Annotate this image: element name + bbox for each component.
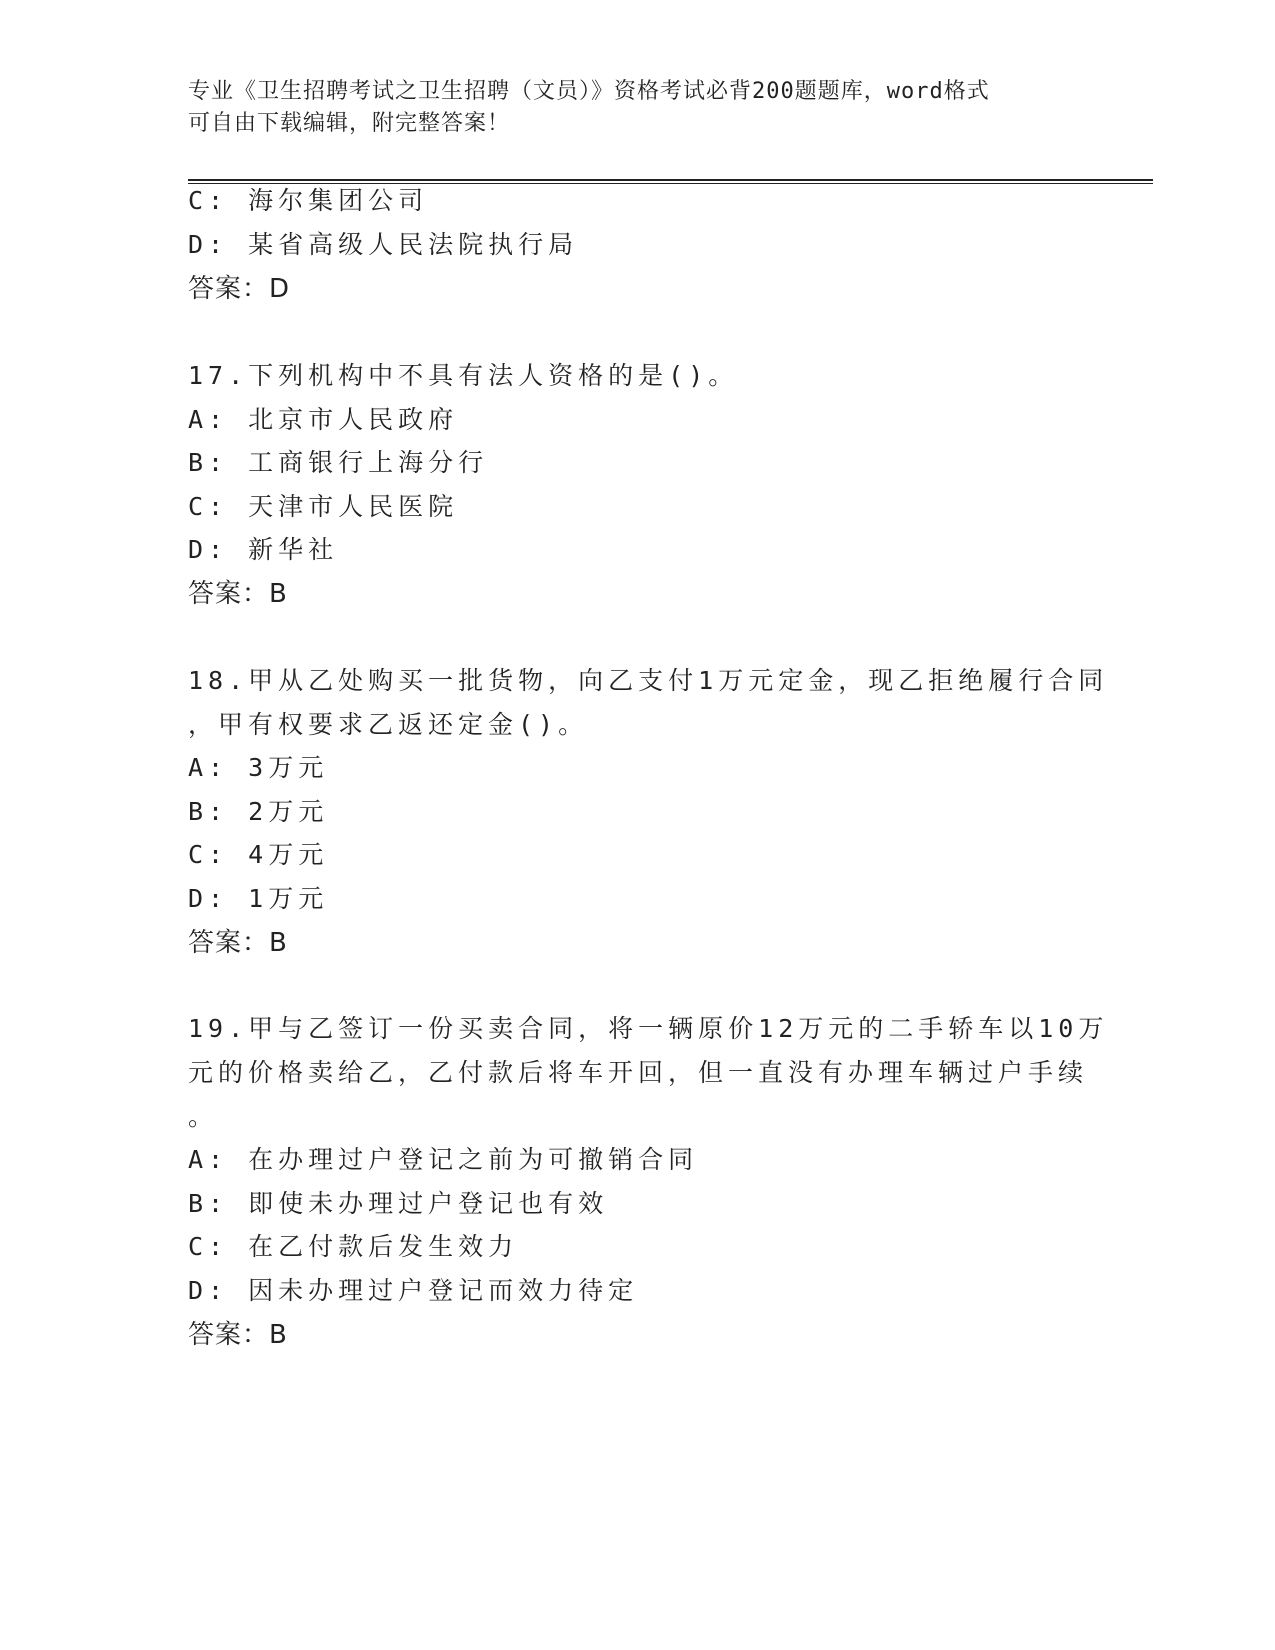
header-line-2: 可自由下载编辑，附完整答案！	[188, 111, 511, 136]
header-line-1: 专业《卫生招聘考试之卫生招聘（文员）》资格考试必背200题题库，word格式	[188, 79, 990, 104]
q19-option-d: D: 因未办理过户登记而效力待定	[188, 1276, 639, 1305]
q19-answer: 答案：B	[188, 1320, 288, 1350]
q17-answer: 答案：B	[188, 579, 288, 609]
q18-option-a: A: 3万元	[188, 753, 329, 782]
q19-option-c: C: 在乙付款后发生效力	[188, 1232, 519, 1261]
q16-option-d: D: 某省高级人民法院执行局	[188, 230, 579, 259]
q19-stem-line-2: 元的价格卖给乙，乙付款后将车开回，但一直没有办理车辆过户手续	[188, 1058, 1089, 1087]
q18-option-d: D: 1万元	[188, 884, 329, 913]
q19-stem-line-1: 19.甲与乙签订一份买卖合同，将一辆原价12万元的二手轿车以10万	[188, 1014, 1109, 1043]
document-header	[188, 76, 1088, 140]
q19-option-a: A: 在办理过户登记之前为可撤销合同	[188, 1145, 699, 1174]
q17-option-c: C: 天津市人民医院	[188, 492, 459, 521]
q18-option-c: C: 4万元	[188, 840, 329, 869]
q17-stem: 17.下列机构中不具有法人资格的是()。	[188, 361, 739, 390]
header-divider-thick	[188, 179, 1153, 181]
q19-stem-line-3: 。	[188, 1102, 219, 1131]
q18-stem-line-1: 18.甲从乙处购买一批货物，向乙支付1万元定金，现乙拒绝履行合同	[188, 666, 1109, 695]
q17-option-a: A: 北京市人民政府	[188, 405, 459, 434]
q16-answer: 答案：D	[188, 274, 291, 304]
q18-option-b: B: 2万元	[188, 797, 329, 826]
q16-option-c: C: 海尔集团公司	[188, 186, 429, 215]
q17-option-b: B: 工商银行上海分行	[188, 448, 489, 477]
q18-answer: 答案：B	[188, 928, 288, 958]
q17-option-d: D: 新华社	[188, 535, 339, 564]
q18-stem-line-2: ，甲有权要求乙返还定金()。	[188, 710, 589, 739]
q19-option-b: B: 即使未办理过户登记也有效	[188, 1189, 609, 1218]
